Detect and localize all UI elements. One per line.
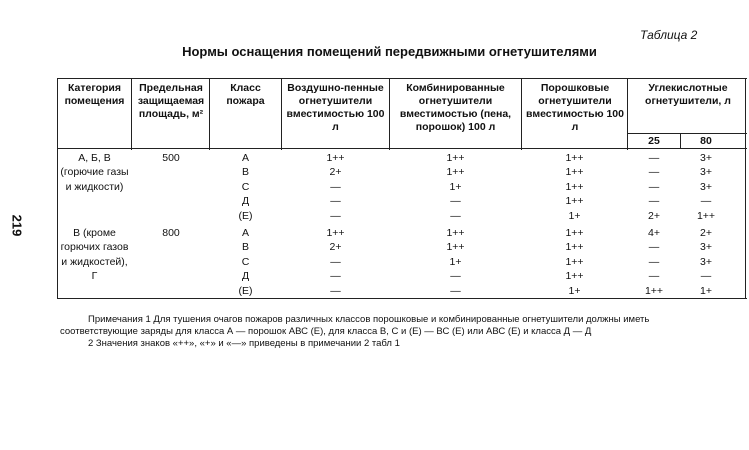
value-cell: 1++ <box>565 241 584 254</box>
value-cell: 1++ <box>446 227 465 239</box>
header-area: Предельная защищаемая площадь, м² <box>137 82 205 120</box>
note-1a: Примечания 1 Для тушения очагов пожаров различных классов порошковые и комбинированные огнетушители должны иметь <box>88 314 650 325</box>
fire-class-cell: В <box>241 241 249 254</box>
fire-class-cell: С <box>241 255 250 268</box>
fire-class-cell: Д <box>241 195 250 208</box>
value-cell: 1++ <box>565 227 584 239</box>
table-title: Нормы оснащения помещений передвижными огнетушителями <box>182 44 597 59</box>
value-cell: — <box>330 284 341 297</box>
value-cell: 2+ <box>648 209 660 222</box>
value-cell: 1++ <box>565 195 584 208</box>
fire-class-cell: С <box>241 180 250 193</box>
value-cell: — <box>450 284 461 297</box>
value-cell: 3+ <box>700 241 712 254</box>
value-cell: — <box>700 195 712 208</box>
value-cell: 1++ <box>565 152 584 164</box>
page-number: 219 <box>9 214 25 237</box>
fire-class-cell: А <box>241 152 249 164</box>
value-cell: — <box>700 270 712 283</box>
value-cell: 1++ <box>644 284 664 297</box>
fire-class-cell: Д <box>241 270 250 283</box>
header-class: Класс пожара <box>226 82 265 107</box>
value-cell: 2+ <box>700 227 712 239</box>
table-label: Таблица 2 <box>640 28 698 42</box>
header-category: Категория помещения <box>64 82 125 107</box>
value-cell: 1+ <box>449 180 462 193</box>
value-cell: 2+ <box>329 166 342 179</box>
value-cell: — <box>330 209 341 222</box>
value-cell: — <box>450 209 461 222</box>
value-cell: — <box>330 195 341 208</box>
value-cell: 1+ <box>568 284 581 297</box>
value-cell: — <box>330 270 341 283</box>
value-cell: — <box>648 241 660 254</box>
note-2: 2 Значения знаков «++», «+» и «—» приведены в примечании 2 табл 1 <box>88 338 400 349</box>
value-cell: — <box>450 270 461 283</box>
value-cell: 3+ <box>700 180 712 193</box>
fire-class-cell: А <box>241 227 249 239</box>
value-cell: 1++ <box>565 166 584 179</box>
value-cell: — <box>330 255 341 268</box>
value-cell: — <box>648 152 660 164</box>
value-cell: 1++ <box>326 227 345 239</box>
value-cell: 1+ <box>449 255 462 268</box>
value-cell: — <box>648 270 660 283</box>
value-cell: 3+ <box>700 152 712 164</box>
value-cell: 2+ <box>329 241 342 254</box>
value-cell: — <box>648 195 660 208</box>
header-co2: Углекислотные огнетушители, л <box>645 82 731 107</box>
header-combined: Комбинированные огнетушители вместимостью (пена, порошок) 100 л <box>399 82 512 133</box>
header-co2-25: 25 <box>648 135 660 147</box>
value-cell: 1++ <box>565 255 584 268</box>
value-cell: — <box>330 180 341 193</box>
header-co2-80: 80 <box>700 135 712 147</box>
category-cell: А, Б, В (горючие газы и жидкости) <box>60 152 129 193</box>
header-air-foam: Воздушно-пенные огнетушители вместимостью 100 л <box>286 82 385 133</box>
value-cell: 3+ <box>700 166 712 179</box>
value-cell: 1++ <box>565 270 584 283</box>
value-cell: 1++ <box>446 166 465 179</box>
value-cell: — <box>648 166 660 179</box>
value-cell: 3+ <box>700 255 712 268</box>
value-cell: 4+ <box>648 227 660 239</box>
value-cell: 1++ <box>565 180 584 193</box>
value-cell: — <box>648 180 660 193</box>
value-cell: 1++ <box>326 152 345 164</box>
value-cell: — <box>450 195 461 208</box>
value-cell: 1++ <box>446 241 465 254</box>
area-cell: 500 <box>162 152 180 164</box>
value-cell: — <box>648 255 660 268</box>
value-cell: 1+ <box>568 209 581 222</box>
value-cell: 1+ <box>700 284 712 297</box>
category-cell: В (кроме горючих газов и жидкостей), Г <box>60 227 129 283</box>
fire-class-cell: В <box>241 166 249 179</box>
value-cell: 1++ <box>696 209 716 222</box>
header-powder: Порошковые огнетушители вместимостью 100 л <box>526 82 624 133</box>
fire-class-cell: (Е) <box>238 284 253 297</box>
fire-class-cell: (Е) <box>238 209 253 222</box>
value-cell: 1++ <box>446 152 465 164</box>
area-cell: 800 <box>162 227 180 239</box>
note-1b: соответствующие заряды для класса А — порошок АВС (Е), для класса В, С и (Е) — ВС (Е) или АВС (Е) и класса Д — Д <box>60 326 592 337</box>
